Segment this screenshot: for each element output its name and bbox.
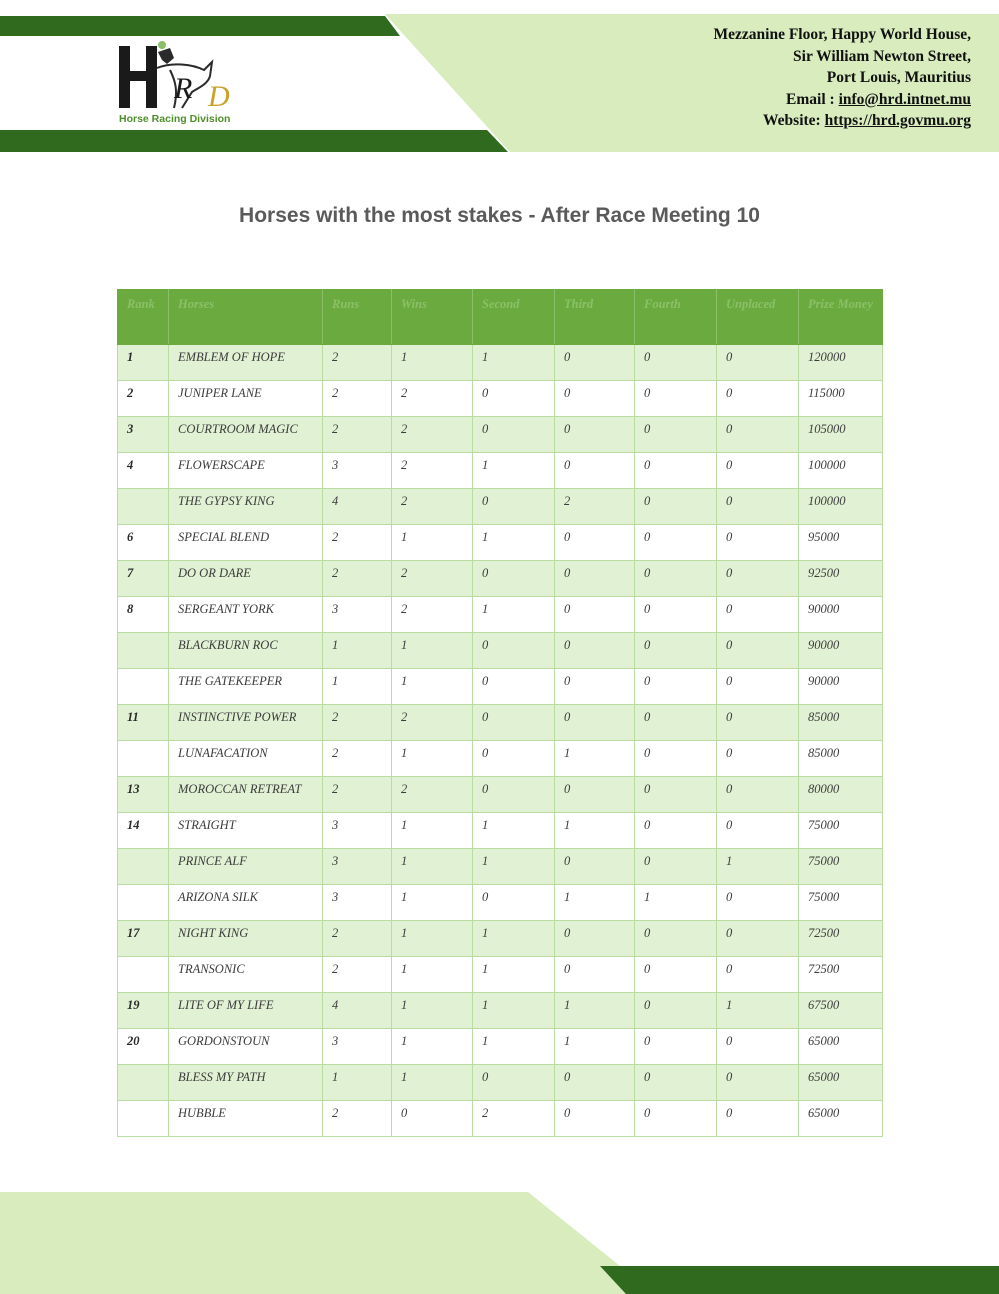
- col-header-rank: Rank: [118, 290, 169, 345]
- col-header-runs: Runs: [323, 290, 392, 345]
- cell-unplaced: 0: [717, 1101, 799, 1137]
- col-header-wins: Wins: [392, 290, 473, 345]
- cell-third: 0: [555, 957, 635, 993]
- cell-wins: 1: [392, 669, 473, 705]
- col-header-prize-money: Prize Money: [799, 290, 883, 345]
- cell-runs: 2: [323, 957, 392, 993]
- table-row: [118, 777, 883, 813]
- cell-wins: 0: [392, 1101, 473, 1137]
- cell-horse: GORDONSTOUN: [169, 1029, 323, 1065]
- cell-runs: 3: [323, 813, 392, 849]
- cell-wins: 2: [392, 417, 473, 453]
- cell-second: 0: [473, 1065, 555, 1101]
- cell-third: 1: [555, 813, 635, 849]
- cell-horse: EMBLEM OF HOPE: [169, 345, 323, 381]
- col-header-fourth: Fourth: [635, 290, 717, 345]
- cell-second: 0: [473, 633, 555, 669]
- cell-second: 2: [473, 1101, 555, 1137]
- cell-third: 0: [555, 561, 635, 597]
- cell-rank: [118, 885, 169, 921]
- cell-runs: 1: [323, 669, 392, 705]
- cell-unplaced: 0: [717, 525, 799, 561]
- cell-prize-money: 115000: [799, 381, 883, 417]
- cell-horse: THE GATEKEEPER: [169, 669, 323, 705]
- cell-rank: [118, 489, 169, 525]
- cell-second: 1: [473, 453, 555, 489]
- cell-horse: INSTINCTIVE POWER: [169, 705, 323, 741]
- cell-rank: 2: [118, 381, 169, 417]
- email-link[interactable]: info@hrd.intnet.mu: [838, 90, 971, 108]
- cell-unplaced: 0: [717, 561, 799, 597]
- table-row: [118, 597, 883, 633]
- cell-third: 0: [555, 597, 635, 633]
- cell-third: 0: [555, 417, 635, 453]
- cell-runs: 2: [323, 921, 392, 957]
- cell-unplaced: 0: [717, 957, 799, 993]
- cell-unplaced: 1: [717, 849, 799, 885]
- cell-runs: 2: [323, 1101, 392, 1137]
- cell-second: 1: [473, 993, 555, 1029]
- cell-unplaced: 0: [717, 633, 799, 669]
- cell-runs: 3: [323, 1029, 392, 1065]
- cell-prize-money: 100000: [799, 453, 883, 489]
- table-row: [118, 561, 883, 597]
- cell-fourth: 0: [635, 597, 717, 633]
- table-row: [118, 885, 883, 921]
- cell-prize-money: 75000: [799, 849, 883, 885]
- cell-prize-money: 100000: [799, 489, 883, 525]
- cell-runs: 3: [323, 597, 392, 633]
- cell-unplaced: 0: [717, 777, 799, 813]
- cell-third: 0: [555, 1065, 635, 1101]
- cell-unplaced: 1: [717, 993, 799, 1029]
- cell-fourth: 0: [635, 1065, 717, 1101]
- cell-horse: JUNIPER LANE: [169, 381, 323, 417]
- cell-prize-money: 95000: [799, 525, 883, 561]
- page-title: Horses with the most stakes - After Race Meeting 10: [239, 204, 760, 227]
- website-line: [714, 110, 971, 132]
- cell-runs: 2: [323, 777, 392, 813]
- table-row: [118, 957, 883, 993]
- cell-third: 0: [555, 381, 635, 417]
- cell-horse: LUNAFACATION: [169, 741, 323, 777]
- cell-horse: FLOWERSCAPE: [169, 453, 323, 489]
- cell-prize-money: 65000: [799, 1029, 883, 1065]
- cell-prize-money: 80000: [799, 777, 883, 813]
- cell-third: 1: [555, 993, 635, 1029]
- cell-runs: 3: [323, 453, 392, 489]
- cell-rank: [118, 669, 169, 705]
- cell-rank: 19: [118, 993, 169, 1029]
- cell-prize-money: 85000: [799, 705, 883, 741]
- cell-fourth: 0: [635, 957, 717, 993]
- cell-prize-money: 90000: [799, 597, 883, 633]
- cell-second: 1: [473, 813, 555, 849]
- cell-runs: 4: [323, 489, 392, 525]
- cell-horse: HUBBLE: [169, 1101, 323, 1137]
- cell-wins: 2: [392, 381, 473, 417]
- table-row: [118, 669, 883, 705]
- cell-rank: 20: [118, 1029, 169, 1065]
- cell-fourth: 0: [635, 489, 717, 525]
- cell-third: 0: [555, 525, 635, 561]
- cell-rank: 11: [118, 705, 169, 741]
- cell-fourth: 0: [635, 921, 717, 957]
- cell-fourth: 0: [635, 381, 717, 417]
- cell-runs: 3: [323, 849, 392, 885]
- cell-second: 1: [473, 957, 555, 993]
- cell-unplaced: 0: [717, 1065, 799, 1101]
- cell-second: 0: [473, 741, 555, 777]
- cell-rank: [118, 957, 169, 993]
- cell-second: 1: [473, 597, 555, 633]
- cell-horse: LITE OF MY LIFE: [169, 993, 323, 1029]
- cell-horse: SERGEANT YORK: [169, 597, 323, 633]
- svg-text:D: D: [208, 80, 230, 112]
- cell-prize-money: 75000: [799, 885, 883, 921]
- cell-third: 0: [555, 669, 635, 705]
- cell-second: 0: [473, 417, 555, 453]
- cell-prize-money: 105000: [799, 417, 883, 453]
- cell-third: 0: [555, 705, 635, 741]
- cell-prize-money: 120000: [799, 345, 883, 381]
- cell-unplaced: 0: [717, 885, 799, 921]
- cell-third: 0: [555, 453, 635, 489]
- table-row: [118, 741, 883, 777]
- cell-third: 0: [555, 345, 635, 381]
- col-header-horses: Horses: [169, 290, 323, 345]
- cell-wins: 1: [392, 813, 473, 849]
- cell-rank: 6: [118, 525, 169, 561]
- cell-rank: 14: [118, 813, 169, 849]
- cell-wins: 2: [392, 561, 473, 597]
- cell-unplaced: 0: [717, 453, 799, 489]
- cell-unplaced: 0: [717, 1029, 799, 1065]
- cell-wins: 1: [392, 957, 473, 993]
- table-row: [118, 1065, 883, 1101]
- cell-horse: ARIZONA SILK: [169, 885, 323, 921]
- cell-horse: NIGHT KING: [169, 921, 323, 957]
- cell-unplaced: 0: [717, 597, 799, 633]
- cell-rank: [118, 849, 169, 885]
- cell-second: 1: [473, 921, 555, 957]
- cell-runs: 2: [323, 561, 392, 597]
- cell-runs: 4: [323, 993, 392, 1029]
- cell-wins: 1: [392, 525, 473, 561]
- cell-wins: 1: [392, 849, 473, 885]
- address-line-2: Sir William Newton Street,: [793, 47, 971, 65]
- cell-runs: 2: [323, 345, 392, 381]
- cell-third: 1: [555, 741, 635, 777]
- cell-third: 0: [555, 849, 635, 885]
- cell-prize-money: 65000: [799, 1065, 883, 1101]
- cell-unplaced: 0: [717, 345, 799, 381]
- cell-fourth: 0: [635, 633, 717, 669]
- cell-prize-money: 67500: [799, 993, 883, 1029]
- table-row: [118, 813, 883, 849]
- cell-unplaced: 0: [717, 741, 799, 777]
- address-line-3: Port Louis, Mauritius: [826, 69, 971, 86]
- cell-unplaced: 0: [717, 705, 799, 741]
- cell-rank: 1: [118, 345, 169, 381]
- cell-horse: DO OR DARE: [169, 561, 323, 597]
- cell-wins: 2: [392, 597, 473, 633]
- cell-third: 2: [555, 489, 635, 525]
- cell-horse: BLESS MY PATH: [169, 1065, 323, 1101]
- cell-fourth: 0: [635, 561, 717, 597]
- table-row: [118, 849, 883, 885]
- cell-second: 1: [473, 1029, 555, 1065]
- cell-prize-money: 90000: [799, 669, 883, 705]
- cell-runs: 1: [323, 1065, 392, 1101]
- cell-second: 0: [473, 489, 555, 525]
- address-block: [714, 24, 971, 132]
- stakes-table: [117, 289, 883, 1137]
- table-row: [118, 633, 883, 669]
- cell-horse: STRAIGHT: [169, 813, 323, 849]
- cell-horse: SPECIAL BLEND: [169, 525, 323, 561]
- cell-horse: COURTROOM MAGIC: [169, 417, 323, 453]
- table-header-row: [118, 290, 883, 345]
- cell-wins: 2: [392, 489, 473, 525]
- cell-prize-money: 65000: [799, 1101, 883, 1137]
- logo-text: Horse Racing Division: [119, 113, 231, 125]
- cell-second: 1: [473, 345, 555, 381]
- cell-wins: 1: [392, 633, 473, 669]
- cell-second: 0: [473, 705, 555, 741]
- cell-rank: 7: [118, 561, 169, 597]
- cell-wins: 1: [392, 1065, 473, 1101]
- table-row: [118, 453, 883, 489]
- cell-rank: 3: [118, 417, 169, 453]
- cell-unplaced: 0: [717, 921, 799, 957]
- cell-wins: 1: [392, 1029, 473, 1065]
- cell-second: 1: [473, 525, 555, 561]
- cell-third: 0: [555, 777, 635, 813]
- cell-runs: 2: [323, 381, 392, 417]
- table-row: [118, 993, 883, 1029]
- cell-prize-money: 72500: [799, 921, 883, 957]
- cell-second: 0: [473, 777, 555, 813]
- cell-rank: [118, 1065, 169, 1101]
- table-row: [118, 381, 883, 417]
- cell-wins: 1: [392, 345, 473, 381]
- cell-unplaced: 0: [717, 669, 799, 705]
- cell-rank: 4: [118, 453, 169, 489]
- svg-text:R: R: [174, 72, 193, 105]
- cell-unplaced: 0: [717, 489, 799, 525]
- cell-runs: 2: [323, 741, 392, 777]
- cell-prize-money: 85000: [799, 741, 883, 777]
- cell-horse: THE GYPSY KING: [169, 489, 323, 525]
- table-row: [118, 921, 883, 957]
- table-row: [118, 525, 883, 561]
- cell-fourth: 0: [635, 525, 717, 561]
- cell-prize-money: 92500: [799, 561, 883, 597]
- cell-rank: [118, 633, 169, 669]
- cell-fourth: 0: [635, 453, 717, 489]
- address-line-1: Mezzanine Floor, Happy World House,: [713, 26, 971, 43]
- table-row: [118, 417, 883, 453]
- cell-wins: 1: [392, 993, 473, 1029]
- cell-third: 0: [555, 633, 635, 669]
- col-header-third: Third: [555, 290, 635, 345]
- cell-fourth: 0: [635, 669, 717, 705]
- cell-third: 1: [555, 1029, 635, 1065]
- cell-wins: 1: [392, 885, 473, 921]
- email-line: [714, 89, 971, 111]
- cell-third: 1: [555, 885, 635, 921]
- cell-second: 1: [473, 849, 555, 885]
- cell-runs: 3: [323, 885, 392, 921]
- cell-fourth: 0: [635, 813, 717, 849]
- cell-runs: 2: [323, 705, 392, 741]
- col-header-unplaced: Unplaced: [717, 290, 799, 345]
- table-row: [118, 705, 883, 741]
- cell-second: 0: [473, 669, 555, 705]
- cell-rank: 13: [118, 777, 169, 813]
- cell-fourth: 0: [635, 777, 717, 813]
- cell-second: 0: [473, 885, 555, 921]
- footer-band: [0, 1186, 999, 1294]
- cell-second: 0: [473, 381, 555, 417]
- cell-rank: 17: [118, 921, 169, 957]
- cell-fourth: 0: [635, 417, 717, 453]
- col-header-second: Second: [473, 290, 555, 345]
- cell-fourth: 0: [635, 993, 717, 1029]
- cell-prize-money: 72500: [799, 957, 883, 993]
- cell-fourth: 0: [635, 345, 717, 381]
- cell-third: 0: [555, 1101, 635, 1137]
- cell-horse: TRANSONIC: [169, 957, 323, 993]
- table-row: [118, 1029, 883, 1065]
- website-link[interactable]: https://hrd.govmu.org: [824, 112, 971, 129]
- cell-wins: 1: [392, 921, 473, 957]
- cell-runs: 2: [323, 417, 392, 453]
- cell-runs: 1: [323, 633, 392, 669]
- cell-fourth: 0: [635, 1029, 717, 1065]
- cell-fourth: 0: [635, 1101, 717, 1137]
- cell-runs: 2: [323, 525, 392, 561]
- cell-rank: 8: [118, 597, 169, 633]
- cell-fourth: 0: [635, 705, 717, 741]
- cell-wins: 2: [392, 777, 473, 813]
- cell-horse: MOROCCAN RETREAT: [169, 777, 323, 813]
- cell-second: 0: [473, 561, 555, 597]
- cell-rank: [118, 741, 169, 777]
- cell-unplaced: 0: [717, 417, 799, 453]
- website-label: Website:: [763, 112, 825, 129]
- cell-rank: [118, 1101, 169, 1137]
- table-row: [118, 345, 883, 381]
- table-row: [118, 489, 883, 525]
- cell-unplaced: 0: [717, 381, 799, 417]
- cell-horse: PRINCE ALF: [169, 849, 323, 885]
- email-label: Email :: [786, 90, 839, 108]
- cell-prize-money: 90000: [799, 633, 883, 669]
- cell-prize-money: 75000: [799, 813, 883, 849]
- table-row: [118, 1101, 883, 1137]
- cell-wins: 2: [392, 705, 473, 741]
- cell-horse: BLACKBURN ROC: [169, 633, 323, 669]
- cell-unplaced: 0: [717, 813, 799, 849]
- cell-fourth: 0: [635, 741, 717, 777]
- cell-fourth: 1: [635, 885, 717, 921]
- cell-third: 0: [555, 921, 635, 957]
- cell-wins: 1: [392, 741, 473, 777]
- cell-fourth: 0: [635, 849, 717, 885]
- cell-wins: 2: [392, 453, 473, 489]
